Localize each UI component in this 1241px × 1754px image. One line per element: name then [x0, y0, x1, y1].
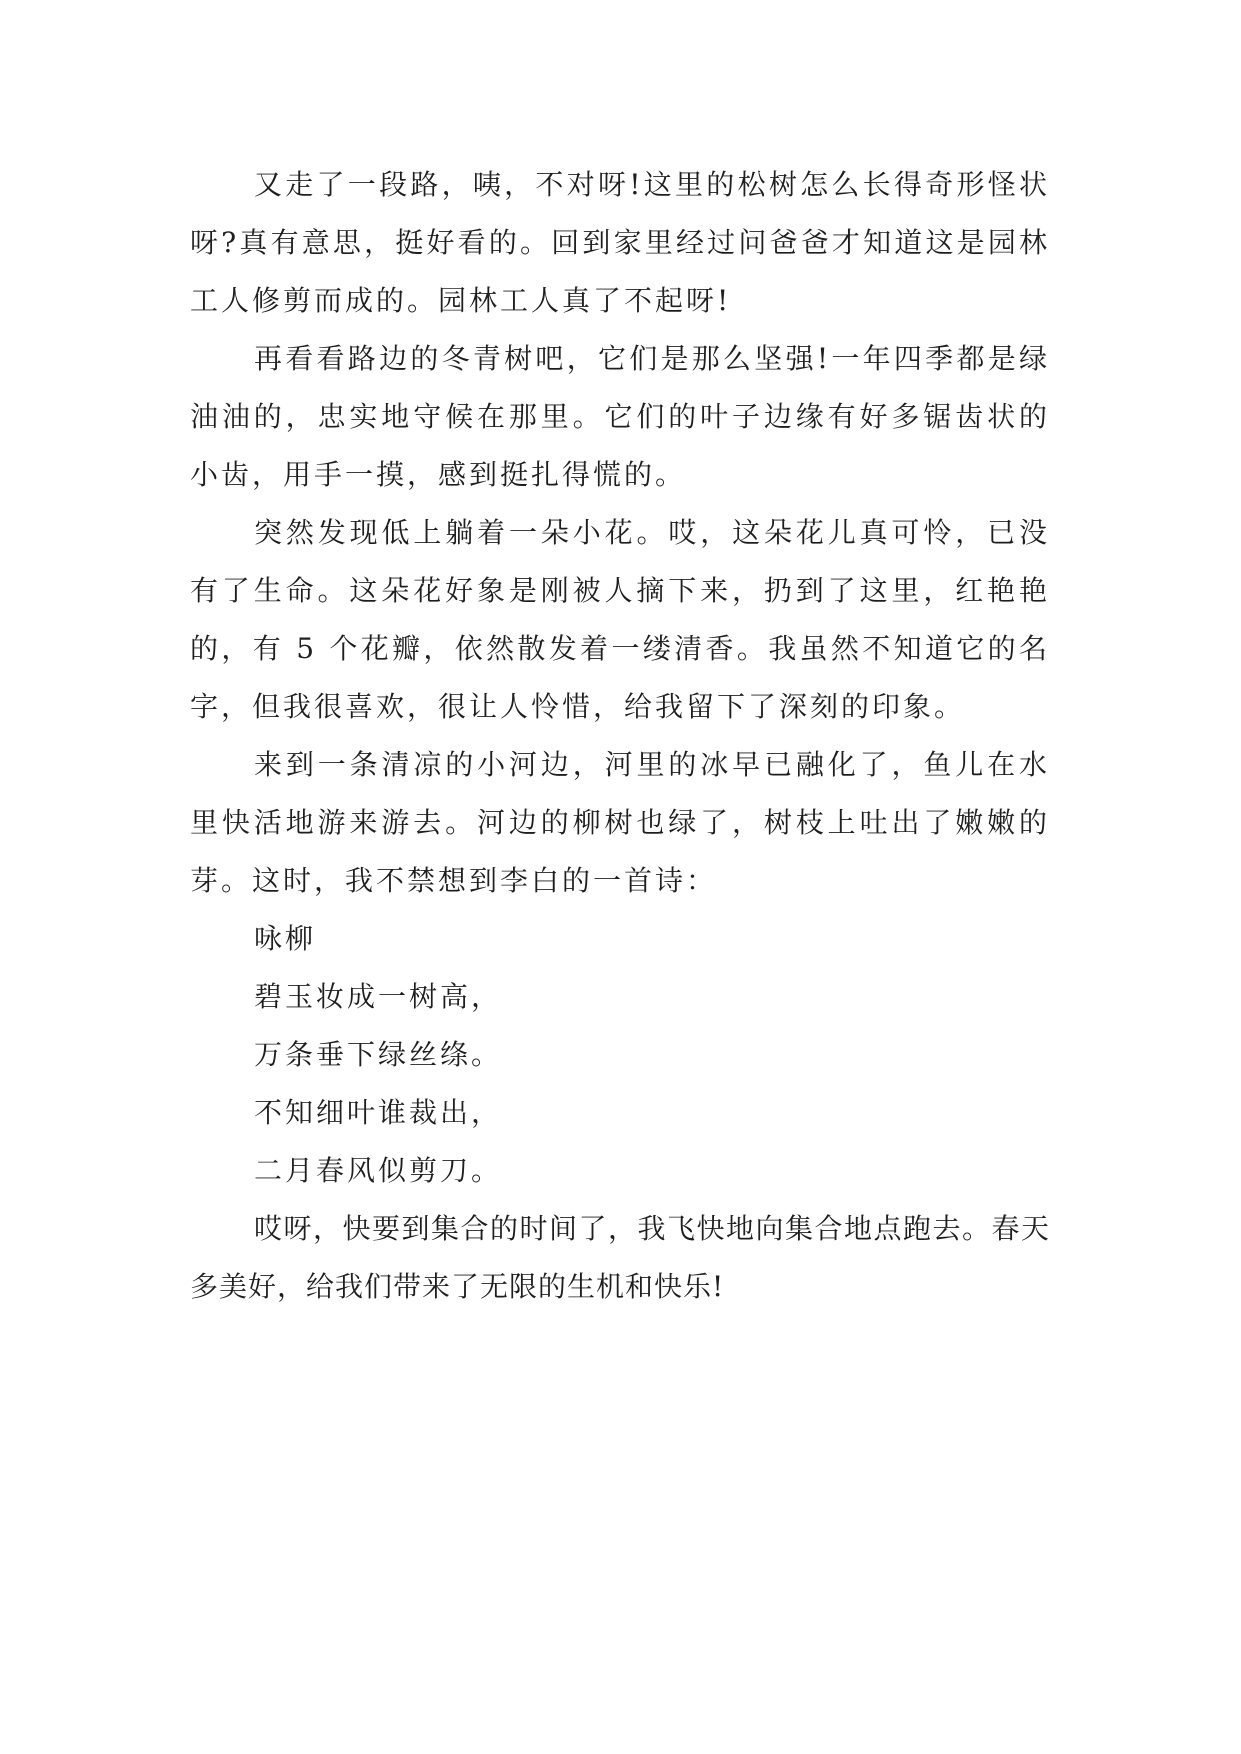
paragraph-pine-trees: 又走了一段路，咦，不对呀!这里的松树怎么长得奇形怪状呀?真有意思，挺好看的。回到家里经过问爸爸才知道这是园林工人修剪而成的。园林工人真了不起呀! — [190, 168, 1050, 317]
paragraph-closing: 哎呀，快要到集合的时间了，我飞快地向集合地点跑去。春天多美好，给我们带来了无限的生机和快乐! — [190, 1212, 1050, 1303]
poem-line-1: 碧玉妆成一树高， — [254, 980, 503, 1013]
poem-line-2: 万条垂下绿丝绦。 — [254, 1038, 503, 1071]
paragraph-river: 来到一条清凉的小河边，河里的冰早已融化了，鱼儿在水里快活地游来游去。河边的柳树也绿了，树枝上吐出了嫩嫩的芽。这时，我不禁想到李白的一首诗： — [190, 748, 1050, 897]
poem-line-4: 二月春风似剪刀。 — [254, 1154, 503, 1187]
paragraph-holly-trees: 再看看路边的冬青树吧，它们是那么坚强!一年四季都是绿油油的，忠实地守候在那里。它们的叶子边缘有好多锯齿状的小齿，用手一摸，感到挺扎得慌的。 — [190, 342, 1050, 491]
document-body — [190, 156, 1050, 1316]
paragraph-little-flower: 突然发现低上躺着一朵小花。哎，这朵花儿真可怜，已没有了生命。这朵花好象是刚被人摘下来，扔到了这里，红艳艳的，有 5 个花瓣，依然散发着一缕清香。我虽然不知道它的名字，但我很喜欢，很让人怜惜，给我留下了深刻的印象。 — [190, 516, 1050, 723]
poem-title: 咏柳 — [254, 922, 317, 955]
poem-line-3: 不知细叶谁裁出， — [254, 1096, 503, 1129]
